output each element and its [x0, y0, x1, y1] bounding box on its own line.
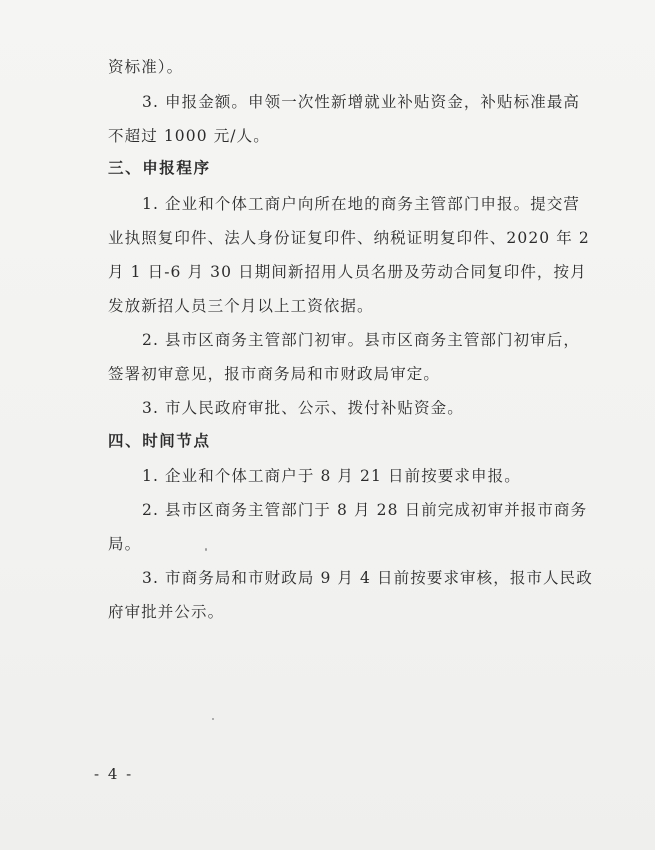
scan-speck — [205, 548, 207, 551]
paragraph-line: 府审批并公示。 — [108, 603, 225, 621]
paragraph-line: 发放新招人员三个月以上工资依据。 — [108, 297, 374, 315]
paragraph-line: 3. 市商务局和市财政局 9 月 4 日前按要求审核，报市人民政 — [142, 569, 593, 587]
page-number: - 4 - — [94, 765, 134, 783]
section-heading-procedure: 三、申报程序 — [108, 159, 211, 177]
paragraph-line: 1. 企业和个体工商户向所在地的商务主管部门申报。提交营 — [142, 195, 581, 213]
paragraph-line: 不超过 1000 元/人。 — [108, 127, 270, 145]
paragraph-line: 局。 — [108, 535, 142, 553]
paragraph-line: 月 1 日-6 月 30 日期间新招用人员名册及劳动合同复印件，按月 — [108, 263, 587, 281]
paragraph-line: 2. 县市区商务主管部门于 8 月 28 日前完成初审并报市商务 — [142, 501, 588, 519]
paragraph-line: 签署初审意见，报市商务局和市财政局审定。 — [108, 365, 441, 383]
paragraph-line: 资标准）。 — [108, 58, 184, 76]
section-heading-timeline: 四、时间节点 — [108, 432, 211, 450]
paragraph-line: 业执照复印件、法人身份证复印件、纳税证明复印件、2020 年 2 — [108, 229, 590, 247]
paragraph-line: 1. 企业和个体工商户于 8 月 21 日前按要求申报。 — [142, 467, 521, 485]
paragraph-line: 3. 申报金额。申领一次性新增就业补贴资金，补贴标准最高 — [142, 93, 581, 111]
paragraph-line: 3. 市人民政府审批、公示、拨付补贴资金。 — [142, 399, 464, 417]
paragraph-line: 2. 县市区商务主管部门初审。县市区商务主管部门初审后， — [142, 331, 581, 349]
scan-speck — [212, 718, 214, 720]
